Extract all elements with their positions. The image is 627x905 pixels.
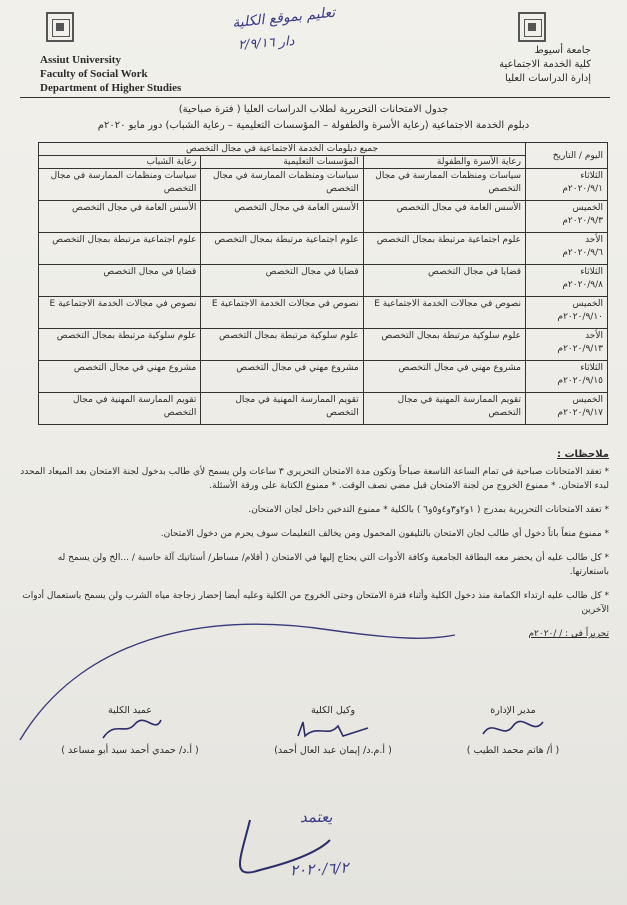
day-label: الخميس	[572, 395, 603, 405]
date-label: ٢٠٢٠/٩/٨م	[562, 280, 603, 290]
day-date-cell	[526, 169, 608, 201]
director-name: ( أ/ هاتم محمد الطيب )	[466, 745, 560, 756]
table-row	[39, 361, 608, 393]
note-item: * تعقد الامتحانات صباحية في تمام الساعة التاسعة صباحاً وتكون مدة الامتحان التحريري ٣ ساعات ولن يسمح لأي طالب بدخول لجنة الامتحان بعد الميعاد المحدد لبدء الامتحان. * ممنوع الخروج من لجنة الامتحان قبل مضي نصف الوقت. * ممنوع الكتابة على ورقة الأسئلة.	[20, 467, 609, 491]
notes-heading: ملاحظات :	[556, 449, 609, 460]
day-date-cell	[526, 393, 608, 425]
note-item: * كل طالب عليه أن يحضر معه البطاقة الجامعية وكافة الأدوات التي يحتاج إليها في الامتحان ( أقلام/ مساطر/ أستاتيك آلة حاسبة / ...الخ ولن يسمح له باستعارتها.	[57, 553, 609, 577]
subject-cell: علوم اجتماعية مرتبطة بمجال التخصص	[201, 233, 363, 265]
day-label: الأحد	[585, 331, 603, 341]
university-logo-right	[518, 12, 546, 42]
subject-cell: علوم سلوكية مرتبطة بمجال التخصص	[363, 329, 525, 361]
note-item: * ممنوع منعاً باتاً دخول أي طالب لجان الامتحان بالتليفون المحمول ومن يخالف التعليمات سوف يحرم من دخول الامتحان.	[160, 529, 609, 539]
approval-date: ٢٠٢٠/٦/٢	[289, 858, 349, 880]
arabic-header	[499, 44, 591, 86]
day-label: الأحد	[585, 235, 603, 245]
subject-cell: علوم سلوكية مرتبطة بمجال التخصص	[39, 329, 201, 361]
day-date-cell	[526, 361, 608, 393]
vice-name: ( أ.م.د/ إيمان عبد العال أحمد)	[274, 745, 392, 756]
english-header-faculty: Faculty of Social Work	[40, 68, 148, 80]
day-date-cell	[526, 297, 608, 329]
approval-scribble	[0, 600, 627, 900]
subject-cell: علوم سلوكية مرتبطة بمجال التخصص	[201, 329, 363, 361]
dean-title: عميد الكلية	[108, 705, 152, 716]
arabic-header-department: إدارة الدراسات العليا	[505, 73, 591, 84]
subject-cell: الأسس العامة في مجال التخصص	[39, 201, 201, 233]
approval-word: يعتمد	[300, 808, 333, 826]
subject-cell: الأسس العامة في مجال التخصص	[201, 201, 363, 233]
table-row	[39, 169, 608, 201]
subject-cell: الأسس العامة في مجال التخصص	[363, 201, 525, 233]
issue-date-line: تحريراً في : / /٢٠٢٠م	[528, 629, 609, 639]
date-label: ٢٠٢٠/٩/١م	[562, 184, 603, 194]
university-logo-left	[46, 12, 74, 42]
date-label: ٢٠٢٠/٩/١٠م	[557, 312, 603, 322]
day-label: الخميس	[572, 203, 603, 213]
subject-cell: قضايا في مجال التخصص	[363, 265, 525, 297]
table-header-day: اليوم / التاريخ	[526, 143, 608, 169]
column-header-educational: المؤسسات التعليمية	[201, 156, 363, 169]
date-label: ٢٠٢٠/٩/١٧م	[557, 408, 603, 418]
subject-cell: تقويم الممارسة المهنية في مجال التخصص	[39, 393, 201, 425]
table-group-header: جميع دبلومات الخدمة الاجتماعية في مجال التخصص	[39, 143, 526, 156]
schedule-title: جدول الامتحانات التحريرية لطلاب الدراسات العليا ( فترة صباحية)	[178, 104, 449, 115]
column-header-family: رعاية الأسرة والطفولة	[363, 156, 525, 169]
table-row	[39, 233, 608, 265]
english-header	[40, 53, 181, 95]
table-row	[39, 297, 608, 329]
english-header-university: Assiut University	[40, 54, 121, 66]
handwritten-note-date: دار ٢/٩/١٦	[237, 34, 295, 53]
table-row	[39, 393, 608, 425]
date-label: ٢٠٢٠/٩/٣م	[562, 216, 603, 226]
subject-cell: نصوص في مجالات الخدمة الاجتماعية E	[39, 297, 201, 329]
arabic-header-faculty: كلية الخدمة الاجتماعية	[499, 59, 591, 70]
subject-cell: قضايا في مجال التخصص	[39, 265, 201, 297]
table-row	[39, 201, 608, 233]
day-label: الثلاثاء	[580, 267, 603, 277]
subject-cell: تقويم الممارسة المهنية في مجال التخصص	[201, 393, 363, 425]
arabic-header-university: جامعة أسيوط	[534, 45, 591, 56]
handwritten-note-top: تعليم بموقع الكلية	[231, 4, 336, 32]
note-item: * تعقد الامتحانات التحريرية بمدرج ( ١و٢و٣و٤و٥و٦ ) بالكلية * ممنوع التدخين داخل لجان الامتحان.	[248, 505, 609, 515]
day-label: الثلاثاء	[580, 171, 603, 181]
subject-cell: علوم اجتماعية مرتبطة بمجال التخصص	[363, 233, 525, 265]
table-row	[39, 265, 608, 297]
schedule-subtitle: دبلوم الخدمة الاجتماعية (رعاية الأسرة والطفولة – المؤسسات التعليمية – رعاية الشباب) دور مايو ٢٠٢٠م	[97, 120, 530, 131]
subject-cell: سياسات ومنظمات الممارسة في مجال التخصص	[363, 169, 525, 201]
subject-cell: مشروع مهني في مجال التخصص	[201, 361, 363, 393]
subject-cell: مشروع مهني في مجال التخصص	[363, 361, 525, 393]
vice-title: وكيل الكلية	[310, 705, 356, 716]
director-title: مدير الإدارة	[490, 705, 536, 716]
day-label: الثلاثاء	[580, 363, 603, 373]
subject-cell: نصوص في مجالات الخدمة الاجتماعية E	[201, 297, 363, 329]
subject-cell: علوم اجتماعية مرتبطة بمجال التخصص	[39, 233, 201, 265]
subject-cell: تقويم الممارسة المهنية في مجال التخصص	[363, 393, 525, 425]
exam-schedule-table	[38, 142, 608, 425]
date-label: ٢٠٢٠/٩/٦م	[562, 248, 603, 258]
column-header-youth: رعاية الشباب	[39, 156, 201, 169]
day-date-cell	[526, 233, 608, 265]
subject-cell: سياسات ومنظمات الممارسة في مجال التخصص	[201, 169, 363, 201]
note-item: * كل طالب عليه ارتداء الكمامة منذ دخول الكلية وأثناء فترة الامتحان وحتى الخروج من الكلية وعليه أيضا إحضار زجاجة مياه الشرب ولن يسمح باستعمال أدوات الآخرين	[22, 591, 609, 615]
table-row	[39, 329, 608, 361]
day-date-cell	[526, 329, 608, 361]
dean-name: ( أ.د/ حمدي أحمد سيد أبو مساعد )	[61, 745, 199, 756]
english-header-department: Department of Higher Studies	[40, 82, 182, 94]
subject-cell: قضايا في مجال التخصص	[201, 265, 363, 297]
subject-cell: سياسات ومنظمات الممارسة في مجال التخصص	[39, 169, 201, 201]
date-label: ٢٠٢٠/٩/١٥م	[557, 376, 603, 386]
header-divider	[20, 97, 610, 98]
date-label: ٢٠٢٠/٩/١٣م	[557, 344, 603, 354]
subject-cell: مشروع مهني في مجال التخصص	[39, 361, 201, 393]
day-date-cell	[526, 265, 608, 297]
day-date-cell	[526, 201, 608, 233]
subject-cell: نصوص في مجالات الخدمة الاجتماعية E	[363, 297, 525, 329]
day-label: الخميس	[572, 299, 603, 309]
